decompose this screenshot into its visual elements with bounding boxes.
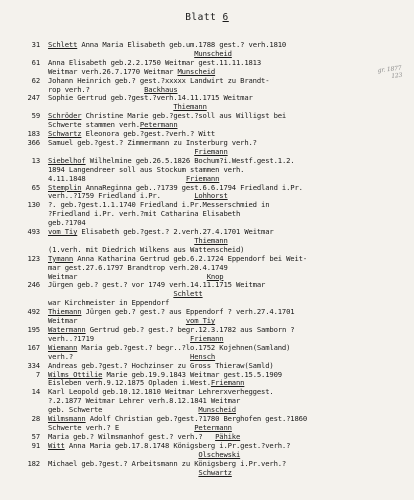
genealogy-entries	[0, 41, 414, 477]
entry-number	[0, 299, 48, 308]
entry-number: 31	[31, 40, 40, 49]
entry-text: vom Tiy Elisabeth geb.?gest.? 2.verh.27.4.1701 Weitmar	[48, 227, 274, 237]
entry-number	[0, 335, 48, 344]
entry-text: Thiemann	[173, 102, 207, 112]
entry-text: Schlett Anna Maria Elisabeth geb.um.1788 gest.? verh.1810	[48, 40, 287, 49]
entry-text: Maria geb.? Wilmsmanhof gest.? verh.? Pähike	[48, 431, 241, 441]
entry-text: Witt Anna Maria geb.17.8.1748 Königsberg i.Pr.gest.?verh.?	[48, 440, 291, 450]
margin-note-line-1: gr. 1877	[377, 64, 402, 75]
entry-number: 182	[27, 458, 40, 468]
entry-number: 366	[27, 137, 40, 147]
entry-text: Watermann Gertrud geb.? gest.? begr.12.3.1782 aus Samborn ?	[48, 325, 295, 334]
entry-number: 14	[31, 387, 40, 397]
entry-number: 492	[27, 307, 40, 317]
entry-text: Michael geb.?gest.? Arbeitsmann zu Königsberg i.Pr.verh.?	[48, 458, 287, 468]
entry-number	[0, 246, 48, 255]
entry-number	[0, 317, 48, 326]
entry-text: ?.2.1877 Weitmar Lehrer verh.8.12.1841 Weitmar	[48, 396, 241, 406]
entry-text: 4.11.1848 Friemann	[48, 173, 220, 183]
entry-number	[0, 379, 48, 388]
entry-text: Thiemann	[194, 235, 228, 245]
entry-text: rop verh.? Backhaus	[48, 84, 178, 94]
entry-text: Schwerte stammen verh.Petermann	[48, 120, 178, 130]
entry-number	[0, 210, 48, 219]
page-title-label: Blatt	[185, 12, 217, 23]
entry-text: Schlett	[173, 289, 203, 299]
entry-text: geb. Schwerte Munscheid	[48, 405, 236, 415]
entry-number	[0, 148, 48, 157]
entry-text: mar gest.27.6.1797 Brandtrop verh.20.4.1749	[48, 262, 228, 272]
entry-text: Andreas geb.?gest.? Hochzinser zu Gross Thieraw(Samld)	[48, 360, 274, 370]
entry-number: 493	[27, 227, 40, 237]
entry-text: ?. geb.?gest.1.1.1740 Friedland i.Pr.Messerschmied in	[48, 200, 270, 210]
entry-text: Olschewski	[198, 449, 241, 459]
entry-number	[0, 469, 48, 478]
page-number: 6	[222, 12, 229, 23]
entry-text: ?Friedland i.Pr. verh.?mit Catharina Elisabeth	[48, 209, 241, 219]
entry-number	[0, 192, 48, 201]
entry-text: Weitmar verh.26.7.1770 Weitmar Munscheid	[48, 66, 216, 76]
entry-number	[0, 219, 48, 228]
entry-text: Wilmsmann Adolf Christian geb.?gest.?1780 Berghofen gest.?1860	[48, 414, 308, 424]
entry-text: geb.?1704	[48, 218, 86, 228]
entry-text: Siebelhof Wilhelmine geb.26.5.1826 Bochum?i.Westf.gest.1.2.	[48, 155, 295, 165]
entry-number	[0, 68, 48, 77]
entry-text: verh..?1759 Friedland i.Pr. Lohhorst	[48, 191, 228, 201]
entry-text: Schwartz Eleonora geb.?gest.?verh.? Witt	[48, 129, 216, 139]
entry-text: Wiemann Maria geb.?gest.? begr..?lo.1752 Kojehnen(Samland)	[48, 342, 291, 352]
entry-text: verh..?1719 Friemann	[48, 333, 224, 343]
entry-text: Stemplin AnnaReginna geb..?1739 gest.6.6.1794 Friedland i.Pr.	[48, 182, 303, 192]
entry-number	[0, 451, 48, 460]
entry-text: Thiemann Jürgen geb.? gest.? aus Eppendorf ? verh.27.4.1701	[48, 307, 295, 317]
entry-number	[0, 175, 48, 184]
entry-text: Johann Heinrich geb.? gest.?xxxxx Landwirt zu Brandt-	[48, 75, 270, 85]
entry-number: 247	[27, 93, 40, 103]
entry-number	[0, 237, 48, 246]
entry-number: 13	[31, 155, 40, 165]
entry-text: war Kirchmeister in Eppendorf	[48, 298, 170, 308]
entry-number	[0, 86, 48, 95]
entry-number: 7	[35, 369, 40, 379]
entry-text: Karl Leopold geb.10.12.1810 Weitmar Lehrerxverheggest.	[48, 387, 274, 397]
entry-number: 28	[31, 414, 40, 424]
entry-number	[0, 290, 48, 299]
entry-number: 183	[27, 129, 40, 139]
entry-text: Weitmar Knop	[48, 271, 224, 281]
entry-number	[0, 273, 48, 282]
entry-row	[0, 469, 414, 478]
entry-text: Sophie Gertrud geb.?gest.?verh.14.11.1715 Weitmar	[48, 93, 253, 103]
entry-text: Jürgen geb.? gest.? vor 1749 verh.14.11.1715 Weitmar	[48, 280, 266, 290]
entry-number	[0, 121, 48, 130]
entry-text: Schwartz	[198, 467, 232, 477]
entry-number	[0, 50, 48, 59]
entry-number: 334	[27, 360, 40, 370]
entry-text: 1894 Langendreer soll aus Stockum stammen verh.	[48, 164, 245, 174]
entry-number: 59	[31, 111, 40, 121]
entry-number	[0, 103, 48, 112]
entry-text: (1.verh. mit Diedrich Wilkens aus Wattenscheid)	[48, 244, 245, 254]
entry-number: 65	[31, 182, 40, 192]
entry-text: Eisleben verh.9.12.1875 Opladen i.West.Friemann	[48, 378, 245, 388]
entry-number: 57	[31, 431, 40, 441]
entry-number	[0, 406, 48, 415]
entry-text: Friemann	[194, 146, 228, 156]
entry-text: Schröder Christine Marie geb.?gest.?soll aus Willigst bei	[48, 111, 287, 121]
entry-number: 91	[31, 440, 40, 450]
entry-text: Weitmar vom Tiy	[48, 316, 216, 326]
entry-text: verh.? Hensch	[48, 351, 216, 361]
entry-number: 246	[27, 280, 40, 290]
page-title	[0, 14, 414, 23]
entry-number	[0, 166, 48, 175]
entry-number: 62	[31, 75, 40, 85]
entry-text: Munscheid	[194, 48, 232, 58]
entry-text: Schwerte verh.? E Petermann	[48, 422, 232, 432]
entry-number: 167	[27, 342, 40, 352]
entry-number: 61	[31, 57, 40, 67]
entry-number	[0, 264, 48, 273]
entry-number	[0, 353, 48, 362]
entry-number	[0, 424, 48, 433]
entry-text: Samuel geb.?gest.? Zimmermann zu Insterburg verh.?	[48, 137, 257, 147]
entry-text: Tymann Anna Katharina Gertrud geb.6.2.1724 Eppendorf bei Weit-	[48, 253, 308, 263]
entry-number: 195	[27, 325, 40, 334]
entry-number	[0, 397, 48, 406]
entry-text: Anna Elisabeth geb.2.2.1750 Weitmar gest.11.11.1813	[48, 57, 262, 67]
entry-number: 130	[27, 200, 40, 210]
entry-number: 123	[27, 253, 40, 263]
margin-note-line-2: 123	[390, 71, 403, 80]
entry-text: Wilms Ottilie Marie geb.19.9.1843 Weitmar gest.15.5.1909	[48, 369, 282, 379]
